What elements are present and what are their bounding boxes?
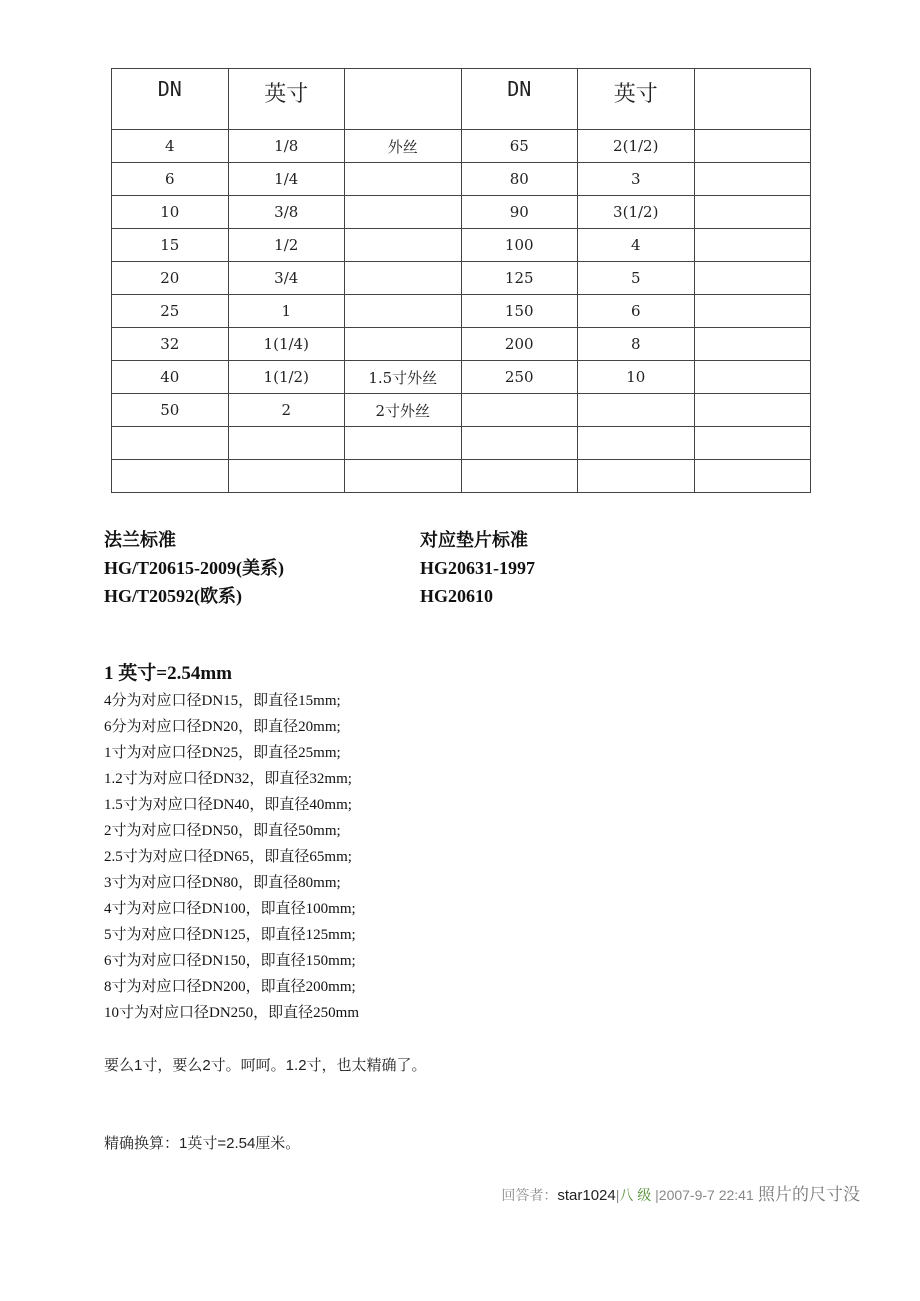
table-cell (694, 394, 811, 427)
table-cell: 8 (578, 328, 695, 361)
table-cell: 25 (112, 295, 229, 328)
conversion-line: 3寸为对应口径DN80，即直径80mm; (104, 875, 341, 891)
table-row (112, 262, 811, 295)
table-cell (461, 394, 578, 427)
conversion-line: 8寸为对应口径DN200，即直径200mm; (104, 979, 356, 995)
table-cell (461, 460, 578, 493)
conversion-line: 2.5寸为对应口径DN65，即直径65mm; (104, 849, 352, 865)
gasket-standards (420, 526, 535, 610)
precise-conversion: 精确换算：1英寸=2.54厘米。 (104, 1135, 301, 1152)
header-cell: 英寸 (228, 69, 345, 130)
table-row (112, 394, 811, 427)
header-cell (345, 69, 462, 130)
conversion-line: 6分为对应口径DN20，即直径20mm; (104, 719, 341, 735)
conversion-line: 6寸为对应口径DN150，即直径150mm; (104, 953, 356, 969)
table-cell (112, 460, 229, 493)
table-cell: 1/8 (228, 130, 345, 163)
table-cell (694, 163, 811, 196)
table-cell (694, 295, 811, 328)
table-cell: 4 (112, 130, 229, 163)
table-cell: 1(1/4) (228, 328, 345, 361)
table-cell (345, 460, 462, 493)
table-cell: 2(1/2) (578, 130, 695, 163)
table-cell: 1(1/2) (228, 361, 345, 394)
table-cell: 5 (578, 262, 695, 295)
table-cell: 50 (112, 394, 229, 427)
answerer-label: 回答者： (501, 1187, 558, 1203)
flange-standard-eu: HG/T20592(欧系) (104, 586, 242, 606)
table-cell (694, 196, 811, 229)
table-cell: 1/2 (228, 229, 345, 262)
table-cell (345, 295, 462, 328)
conversion-line: 4分为对应口径DN15，即直径15mm; (104, 693, 341, 709)
table-cell: 3/8 (228, 196, 345, 229)
separator: | (615, 1187, 620, 1203)
separator: | (651, 1187, 659, 1203)
table-cell (345, 229, 462, 262)
conversion-list (104, 660, 359, 1026)
table-cell (694, 427, 811, 460)
gasket-standards-title: 对应垫片标准 (420, 530, 528, 550)
table-cell: 125 (461, 262, 578, 295)
table-cell (578, 427, 695, 460)
table-cell (461, 427, 578, 460)
table-cell (345, 427, 462, 460)
table-cell (345, 196, 462, 229)
table-row (112, 196, 811, 229)
table-cell: 1.5寸外丝 (345, 361, 462, 394)
conversion-line: 10寸为对应口径DN250，即直径250mm (104, 1005, 360, 1021)
answer-tail-text: 照片的尺寸没 (753, 1185, 860, 1204)
table-row (112, 361, 811, 394)
dn-inch-table (111, 68, 811, 493)
table-cell (578, 394, 695, 427)
table-row (112, 229, 811, 262)
table-cell: 10 (112, 196, 229, 229)
gasket-standard-eu: HG20610 (420, 586, 494, 606)
table-cell (345, 163, 462, 196)
table-cell (694, 361, 811, 394)
flange-standard-us: HG/T20615-2009(美系) (104, 558, 284, 578)
header-cell: DN (461, 69, 578, 130)
header-cell: DN (112, 69, 229, 130)
table-cell (345, 328, 462, 361)
table-row (112, 130, 811, 163)
table-cell (228, 427, 345, 460)
table-cell: 1/4 (228, 163, 345, 196)
flange-standards-title: 法兰标准 (104, 530, 176, 550)
table-cell: 15 (112, 229, 229, 262)
conversion-line: 2寸为对应口径DN50，即直径50mm; (104, 823, 341, 839)
table-cell: 1 (228, 295, 345, 328)
table-cell: 2 (228, 394, 345, 427)
answer-date: 2007-9-7 22:41 (658, 1187, 754, 1203)
conversion-line: 5寸为对应口径DN125，即直径125mm; (104, 927, 356, 943)
table-cell (112, 427, 229, 460)
table-cell: 100 (461, 229, 578, 262)
table-row (112, 163, 811, 196)
answer-paragraph: 要么1寸，要么2寸。呵呵。1.2寸，也太精确了。 (104, 1057, 427, 1074)
table-cell: 150 (461, 295, 578, 328)
table-row (112, 427, 811, 460)
table-row (112, 328, 811, 361)
table-cell: 32 (112, 328, 229, 361)
table-header-row (112, 69, 811, 130)
table-cell: 2寸外丝 (345, 394, 462, 427)
table-cell (694, 328, 811, 361)
table-cell (694, 130, 811, 163)
table-cell: 4 (578, 229, 695, 262)
table-cell: 3(1/2) (578, 196, 695, 229)
table-cell: 20 (112, 262, 229, 295)
table-cell: 6 (578, 295, 695, 328)
table-cell: 80 (461, 163, 578, 196)
table-cell: 65 (461, 130, 578, 163)
conversion-line: 1寸为对应口径DN25，即直径25mm; (104, 745, 341, 761)
table-cell (578, 460, 695, 493)
table-cell: 6 (112, 163, 229, 196)
table-cell: 外丝 (345, 130, 462, 163)
table-cell (694, 262, 811, 295)
table-row (112, 460, 811, 493)
answerer-name[interactable]: star1024 (557, 1187, 616, 1204)
table-row (112, 295, 811, 328)
table-cell: 3/4 (228, 262, 345, 295)
user-level: 八 级 (619, 1187, 652, 1203)
table-cell: 40 (112, 361, 229, 394)
conversion-heading: 1 英寸=2.54mm (104, 663, 232, 684)
conversion-line: 1.5寸为对应口径DN40，即直径40mm; (104, 797, 352, 813)
table-cell: 3 (578, 163, 695, 196)
header-cell: 英寸 (578, 69, 695, 130)
table-cell: 10 (578, 361, 695, 394)
answer-footer (501, 1180, 860, 1205)
table-cell (694, 229, 811, 262)
flange-standards (104, 526, 284, 610)
conversion-line: 1.2寸为对应口径DN32，即直径32mm; (104, 771, 352, 787)
table-cell: 250 (461, 361, 578, 394)
header-cell (694, 69, 811, 130)
gasket-standard-us: HG20631-1997 (420, 558, 535, 578)
table-cell (694, 460, 811, 493)
table-cell (228, 460, 345, 493)
conversion-line: 4寸为对应口径DN100，即直径100mm; (104, 901, 356, 917)
table-cell (345, 262, 462, 295)
table-cell: 200 (461, 328, 578, 361)
table-cell: 90 (461, 196, 578, 229)
